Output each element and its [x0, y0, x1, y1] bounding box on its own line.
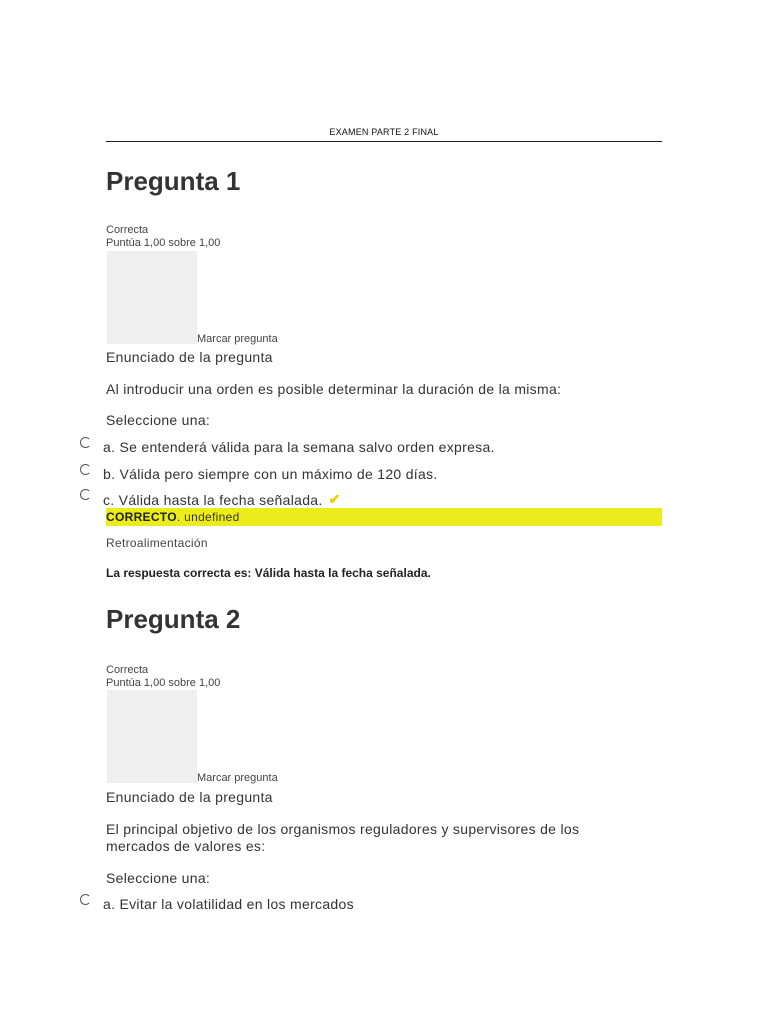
question-2-score: Puntúa 1,00 sobre 1,00 [106, 677, 221, 689]
question-1-status: Correcta [106, 224, 149, 236]
question-1-option-a[interactable] [80, 439, 495, 455]
radio-icon[interactable] [80, 894, 91, 905]
question-2-info [106, 664, 220, 690]
question-2-title: Pregunta 2 [106, 604, 241, 634]
result-strong: CORRECTO [106, 510, 177, 524]
question-1-select-prompt: Seleccione una: [106, 412, 211, 428]
option-label: a. Evitar la volatilidad en los mercados [103, 896, 354, 912]
result-rest: . undefined [176, 510, 240, 524]
question-1-feedback-answer: La respuesta correcta es: Válida hasta la fecha señalada. [106, 566, 431, 580]
question-2-option-a[interactable] [80, 896, 354, 912]
question-2-text: El principal objetivo de los organismos reguladores y supervisores de los mercados de valores es: [106, 821, 580, 854]
question-2-flag-label[interactable]: Marcar pregunta [197, 772, 278, 784]
question-1-flag-label[interactable]: Marcar pregunta [197, 333, 278, 345]
question-1-title: Pregunta 1 [106, 166, 241, 196]
question-2-statement-label: Enunciado de la pregunta [106, 789, 273, 805]
question-1-flag-image[interactable] [107, 251, 197, 344]
option-label: c. Válida hasta la fecha señalada. [103, 491, 323, 508]
question-1-option-c[interactable] [80, 491, 341, 508]
option-label: b. Válida pero siempre con un máximo de 120 días. [103, 466, 438, 482]
radio-icon[interactable] [80, 464, 91, 475]
question-1-statement-label: Enunciado de la pregunta [106, 349, 273, 365]
question-2-status: Correcta [106, 664, 149, 676]
question-1-text: Al introducir una orden es posible determinar la duración de la misma: [106, 381, 562, 397]
question-1-result-bar [106, 508, 662, 526]
page-header: EXAMEN PARTE 2 FINAL [106, 127, 662, 142]
question-1-info [106, 224, 220, 250]
question-1-option-b[interactable] [80, 466, 438, 482]
radio-icon[interactable] [80, 437, 91, 448]
question-1-feedback-label: Retroalimentación [106, 536, 208, 550]
question-2-select-prompt: Seleccione una: [106, 870, 211, 886]
question-1-score: Puntúa 1,00 sobre 1,00 [106, 237, 221, 249]
radio-icon[interactable] [80, 489, 91, 500]
checkmark-icon: ✔ [328, 491, 341, 507]
question-2-flag-image[interactable] [107, 690, 197, 783]
option-label: a. Se entenderá válida para la semana salvo orden expresa. [103, 439, 495, 455]
